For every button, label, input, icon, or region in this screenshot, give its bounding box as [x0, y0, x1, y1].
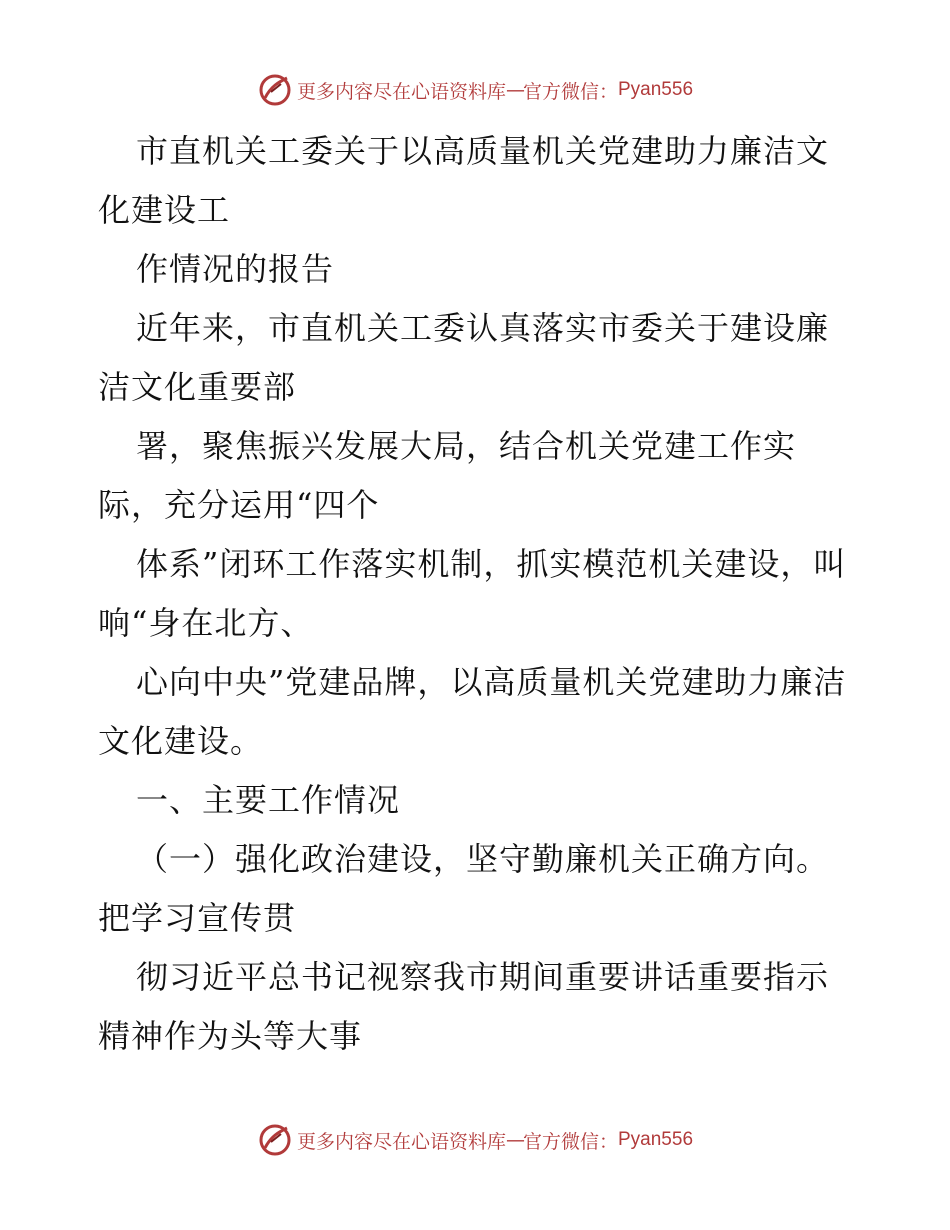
paragraph: 署，聚焦振兴发展大局，结合机关党建工作实际，充分运用“四个 — [98, 427, 797, 524]
document-body — [98, 122, 858, 1066]
footer-banner — [0, 1120, 950, 1160]
banner-wechat-label: 官方微信： — [522, 1130, 618, 1153]
banner-wechat-id: Pyan556 — [618, 1129, 694, 1150]
paragraph: 体系”闭环工作落实机制，抓实模范机关建设，叫响“身在北方、 — [98, 545, 847, 642]
paragraph: （一）强化政治建设，坚守勤廉机关正确方向。把学习宣传贯 — [98, 840, 830, 937]
banner-separator: — — [505, 79, 523, 101]
document-title-cont: 作情况的报告 — [136, 250, 335, 288]
banner-separator: — — [505, 1129, 523, 1151]
seal-logo-icon — [257, 72, 293, 108]
paragraph: 近年来，市直机关工委认真落实市委关于建设廉洁文化重要部 — [98, 309, 830, 406]
banner-wechat-label: 官方微信： — [522, 80, 618, 103]
document-title: 市直机关工委关于以高质量机关党建助力廉洁文化建设工 — [98, 132, 830, 229]
paragraph: 心向中央”党建品牌，以高质量机关党建助力廉洁文化建设。 — [98, 663, 847, 760]
banner-site-text: 更多内容尽在心语资料库 — [296, 80, 506, 103]
header-banner — [0, 70, 950, 110]
section-heading: 一、主要工作情况 — [136, 781, 401, 819]
banner-site-text: 更多内容尽在心语资料库 — [296, 1130, 506, 1153]
banner-wechat-id: Pyan556 — [618, 79, 694, 100]
seal-logo-icon — [257, 1122, 293, 1158]
paragraph: 彻习近平总书记视察我市期间重要讲话重要指示精神作为头等大事 — [98, 958, 830, 1055]
